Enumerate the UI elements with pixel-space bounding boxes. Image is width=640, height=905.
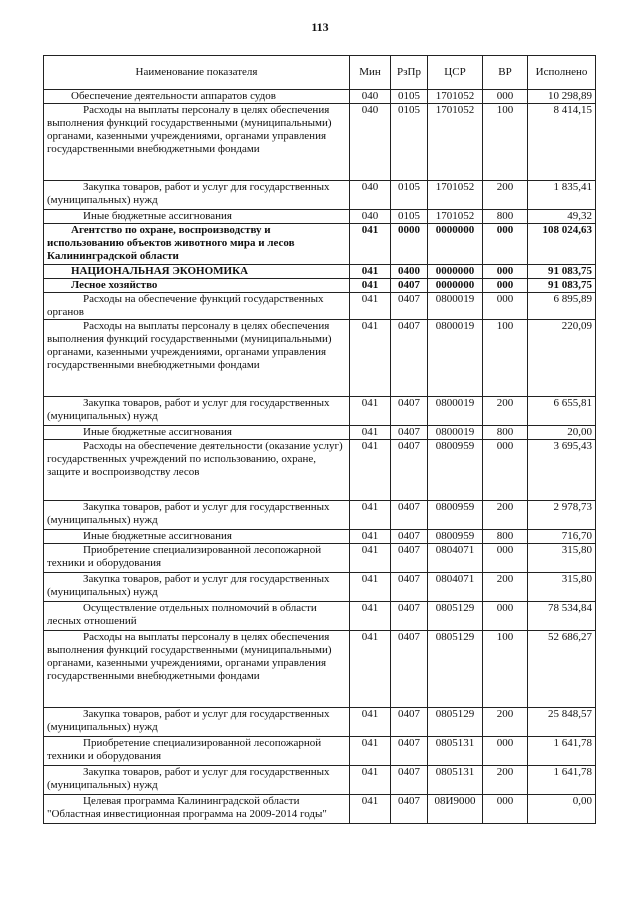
table-row xyxy=(44,530,596,544)
row-vr: 100 xyxy=(483,631,528,708)
table-row xyxy=(44,795,596,824)
row-amount: 2 978,73 xyxy=(528,501,596,530)
table-row xyxy=(44,397,596,426)
row-min: 041 xyxy=(350,708,391,737)
table-row xyxy=(44,544,596,573)
row-name: Расходы на выплаты персоналу в целях обеспечения выполнения функций государственными (муниципальными) органами, казенными учреждениями, органами управления государственными внебюджетными фондами xyxy=(44,631,350,708)
row-csr: 0804071 xyxy=(428,544,483,573)
row-name: Иные бюджетные ассигнования xyxy=(44,530,350,544)
row-name: Целевая программа Калининградской области "Областная инвестиционная программа на 2009-2014 годы" xyxy=(44,795,350,824)
row-vr: 200 xyxy=(483,397,528,426)
table-row xyxy=(44,766,596,795)
row-min: 041 xyxy=(350,795,391,824)
row-name: Обеспечение деятельности аппаратов судов xyxy=(44,90,350,104)
table-row xyxy=(44,320,596,397)
row-csr: 1701052 xyxy=(428,181,483,210)
row-csr: 1701052 xyxy=(428,210,483,224)
row-amount: 220,09 xyxy=(528,320,596,397)
row-name: Расходы на обеспечение функций государственных органов xyxy=(44,293,350,320)
row-csr: 0805129 xyxy=(428,708,483,737)
row-min: 041 xyxy=(350,501,391,530)
page-number: 113 xyxy=(311,20,329,34)
row-min: 040 xyxy=(350,210,391,224)
row-vr: 200 xyxy=(483,501,528,530)
table-row xyxy=(44,210,596,224)
row-csr: 0800019 xyxy=(428,320,483,397)
row-name: Приобретение специализированной лесопожарной техники и оборудования xyxy=(44,737,350,766)
row-name: Закупка товаров, работ и услуг для государственных (муниципальных) нужд xyxy=(44,708,350,737)
row-rzpr: 0407 xyxy=(391,279,428,293)
row-vr: 200 xyxy=(483,766,528,795)
row-vr: 100 xyxy=(483,320,528,397)
row-vr: 200 xyxy=(483,708,528,737)
row-name: Закупка товаров, работ и услуг для государственных (муниципальных) нужд xyxy=(44,573,350,602)
row-vr: 800 xyxy=(483,530,528,544)
table-row xyxy=(44,501,596,530)
row-name: Расходы на выплаты персоналу в целях обеспечения выполнения функций государственными (муниципальными) органами, казенными учреждениями, органами управления государственными внебюджетными фондами xyxy=(44,104,350,181)
row-min: 040 xyxy=(350,104,391,181)
table-row xyxy=(44,737,596,766)
table-row xyxy=(44,573,596,602)
row-amount: 91 083,75 xyxy=(528,265,596,279)
row-amount: 315,80 xyxy=(528,544,596,573)
row-rzpr: 0407 xyxy=(391,631,428,708)
row-name: Иные бюджетные ассигнования xyxy=(44,426,350,440)
row-rzpr: 0407 xyxy=(391,440,428,501)
row-name: Закупка товаров, работ и услуг для государственных (муниципальных) нужд xyxy=(44,397,350,426)
row-min: 041 xyxy=(350,265,391,279)
row-amount: 6 655,81 xyxy=(528,397,596,426)
header-amount: Исполнено xyxy=(528,56,596,90)
row-min: 041 xyxy=(350,440,391,501)
row-amount: 3 695,43 xyxy=(528,440,596,501)
row-rzpr: 0105 xyxy=(391,181,428,210)
row-amount: 1 835,41 xyxy=(528,181,596,210)
table-row xyxy=(44,104,596,181)
row-csr: 0000000 xyxy=(428,224,483,265)
row-rzpr: 0105 xyxy=(391,210,428,224)
table-row xyxy=(44,224,596,265)
row-name: НАЦИОНАЛЬНАЯ ЭКОНОМИКА xyxy=(44,265,350,279)
row-vr: 000 xyxy=(483,544,528,573)
row-min: 041 xyxy=(350,544,391,573)
row-csr: 0000000 xyxy=(428,265,483,279)
row-csr: 0804071 xyxy=(428,573,483,602)
row-csr: 08И9000 xyxy=(428,795,483,824)
row-rzpr: 0105 xyxy=(391,104,428,181)
row-vr: 000 xyxy=(483,602,528,631)
row-csr: 0800959 xyxy=(428,530,483,544)
row-csr: 0000000 xyxy=(428,279,483,293)
row-vr: 200 xyxy=(483,181,528,210)
budget-table xyxy=(43,55,596,824)
row-amount: 108 024,63 xyxy=(528,224,596,265)
row-vr: 000 xyxy=(483,279,528,293)
row-rzpr: 0000 xyxy=(391,224,428,265)
row-vr: 800 xyxy=(483,426,528,440)
row-rzpr: 0407 xyxy=(391,501,428,530)
row-min: 041 xyxy=(350,631,391,708)
row-min: 041 xyxy=(350,426,391,440)
row-csr: 0805129 xyxy=(428,631,483,708)
table-row xyxy=(44,265,596,279)
row-amount: 91 083,75 xyxy=(528,279,596,293)
row-min: 041 xyxy=(350,530,391,544)
row-min: 041 xyxy=(350,320,391,397)
row-vr: 000 xyxy=(483,795,528,824)
row-amount: 6 895,89 xyxy=(528,293,596,320)
table-row xyxy=(44,181,596,210)
row-amount: 52 686,27 xyxy=(528,631,596,708)
row-rzpr: 0407 xyxy=(391,544,428,573)
table-row xyxy=(44,279,596,293)
row-rzpr: 0407 xyxy=(391,737,428,766)
row-vr: 000 xyxy=(483,737,528,766)
row-name: Расходы на обеспечение деятельности (оказание услуг) государственных учреждений по использованию, охране, защите и воспроизводству лесов xyxy=(44,440,350,501)
row-min: 040 xyxy=(350,90,391,104)
row-vr: 000 xyxy=(483,293,528,320)
row-name: Приобретение специализированной лесопожарной техники и оборудования xyxy=(44,544,350,573)
row-rzpr: 0407 xyxy=(391,293,428,320)
row-amount: 20,00 xyxy=(528,426,596,440)
row-amount: 78 534,84 xyxy=(528,602,596,631)
row-vr: 000 xyxy=(483,440,528,501)
header-csr: ЦСР xyxy=(428,56,483,90)
row-min: 041 xyxy=(350,602,391,631)
row-vr: 100 xyxy=(483,104,528,181)
row-min: 041 xyxy=(350,279,391,293)
header-min: Мин xyxy=(350,56,391,90)
row-min: 041 xyxy=(350,397,391,426)
row-csr: 0805129 xyxy=(428,602,483,631)
row-min: 041 xyxy=(350,766,391,795)
row-name: Закупка товаров, работ и услуг для государственных (муниципальных) нужд xyxy=(44,501,350,530)
row-rzpr: 0105 xyxy=(391,90,428,104)
header-rzpr: РзПр xyxy=(391,56,428,90)
header-name: Наименование показателя xyxy=(44,56,350,90)
row-amount: 1 641,78 xyxy=(528,766,596,795)
row-csr: 0800019 xyxy=(428,293,483,320)
row-min: 041 xyxy=(350,224,391,265)
row-min: 041 xyxy=(350,573,391,602)
row-rzpr: 0407 xyxy=(391,766,428,795)
row-csr: 0805131 xyxy=(428,766,483,795)
row-rzpr: 0407 xyxy=(391,320,428,397)
row-csr: 0800959 xyxy=(428,501,483,530)
row-name: Закупка товаров, работ и услуг для государственных (муниципальных) нужд xyxy=(44,181,350,210)
row-name: Агентство по охране, воспроизводству и использованию объектов животного мира и лесов Калининградской области xyxy=(44,224,350,265)
row-vr: 000 xyxy=(483,265,528,279)
table-header-row xyxy=(44,56,596,90)
table-row xyxy=(44,602,596,631)
row-csr: 0800019 xyxy=(428,426,483,440)
row-min: 040 xyxy=(350,181,391,210)
row-name: Закупка товаров, работ и услуг для государственных (муниципальных) нужд xyxy=(44,766,350,795)
row-csr: 0800019 xyxy=(428,397,483,426)
table-row xyxy=(44,90,596,104)
table-row xyxy=(44,631,596,708)
header-vr: ВР xyxy=(483,56,528,90)
row-amount: 716,70 xyxy=(528,530,596,544)
row-amount: 8 414,15 xyxy=(528,104,596,181)
row-vr: 200 xyxy=(483,573,528,602)
row-name: Расходы на выплаты персоналу в целях обеспечения выполнения функций государственными (муниципальными) органами, казенными учреждениями, органами управления государственными внебюджетными фондами xyxy=(44,320,350,397)
row-csr: 1701052 xyxy=(428,104,483,181)
row-rzpr: 0407 xyxy=(391,795,428,824)
row-csr: 0800959 xyxy=(428,440,483,501)
row-rzpr: 0407 xyxy=(391,708,428,737)
row-amount: 49,32 xyxy=(528,210,596,224)
row-rzpr: 0407 xyxy=(391,602,428,631)
row-csr: 1701052 xyxy=(428,90,483,104)
row-amount: 10 298,89 xyxy=(528,90,596,104)
table-row xyxy=(44,440,596,501)
row-amount: 315,80 xyxy=(528,573,596,602)
row-vr: 000 xyxy=(483,224,528,265)
row-name: Иные бюджетные ассигнования xyxy=(44,210,350,224)
row-rzpr: 0407 xyxy=(391,530,428,544)
row-name: Осуществление отдельных полномочий в области лесных отношений xyxy=(44,602,350,631)
row-rzpr: 0407 xyxy=(391,426,428,440)
row-amount: 0,00 xyxy=(528,795,596,824)
row-csr: 0805131 xyxy=(428,737,483,766)
row-vr: 000 xyxy=(483,90,528,104)
row-amount: 1 641,78 xyxy=(528,737,596,766)
row-rzpr: 0400 xyxy=(391,265,428,279)
row-name: Лесное хозяйство xyxy=(44,279,350,293)
table-row xyxy=(44,426,596,440)
row-amount: 25 848,57 xyxy=(528,708,596,737)
row-rzpr: 0407 xyxy=(391,397,428,426)
table-row xyxy=(44,293,596,320)
row-min: 041 xyxy=(350,737,391,766)
row-rzpr: 0407 xyxy=(391,573,428,602)
row-vr: 800 xyxy=(483,210,528,224)
table-row xyxy=(44,708,596,737)
row-min: 041 xyxy=(350,293,391,320)
